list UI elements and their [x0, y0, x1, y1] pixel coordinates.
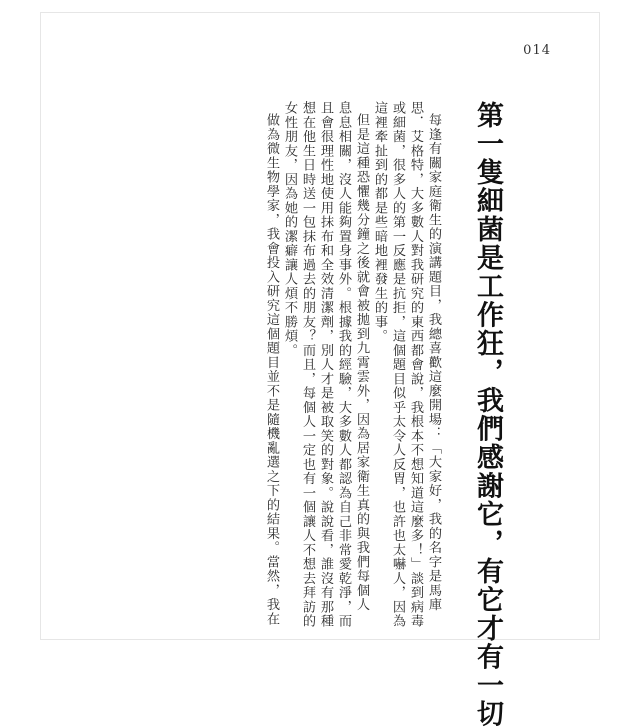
body-line: 每逢有關家庭衛生的演講題目，我總喜歡這麼開場：「大家好，我的名字是馬庫 [426, 113, 441, 612]
body-line: 想在他生日時送一包抹布過去的朋友？而且，每個人一定也有一個讓人不想去拜訪的 [300, 101, 315, 629]
body-line: 息息相關，沒人能夠置身事外。根據我的經驗，大多數人都認為自己非常愛乾淨，而 [336, 101, 351, 629]
body-line: 做為微生物學家，我會投入研究這個題目並不是隨機亂選之下的結果。當然，我在 [264, 113, 279, 626]
body-line: 女性朋友，因為她的潔癖讓人煩不勝煩。 [282, 101, 297, 358]
body-line: 但是這種恐懼幾分鐘之後就會被拋到九霄雲外，因為居家衛生真的與我們每個人 [354, 113, 369, 612]
book-page [40, 12, 600, 728]
body-line: 且會很理性地使用抹布和全效清潔劑，別人才是被取笑的對象。說說看，誰沒有那種 [318, 101, 333, 629]
chapter-title: 第一隻細菌是工作狂，我們感謝它，有它才有一切 [472, 101, 503, 728]
body-line: 或細菌，很多人的第一反應是抗拒，這個題目似乎太令人反胃，也許也太嚇人，因為 [390, 101, 405, 629]
body-line: 這裡牽扯到的都是些暗地裡發生的事。 [372, 101, 387, 344]
body-line: 思．艾格特，大多數人對我研究的東西都會說，我根本不想知道這麼多！」談到病毒 [408, 101, 423, 629]
page-number: 014 [523, 43, 551, 58]
